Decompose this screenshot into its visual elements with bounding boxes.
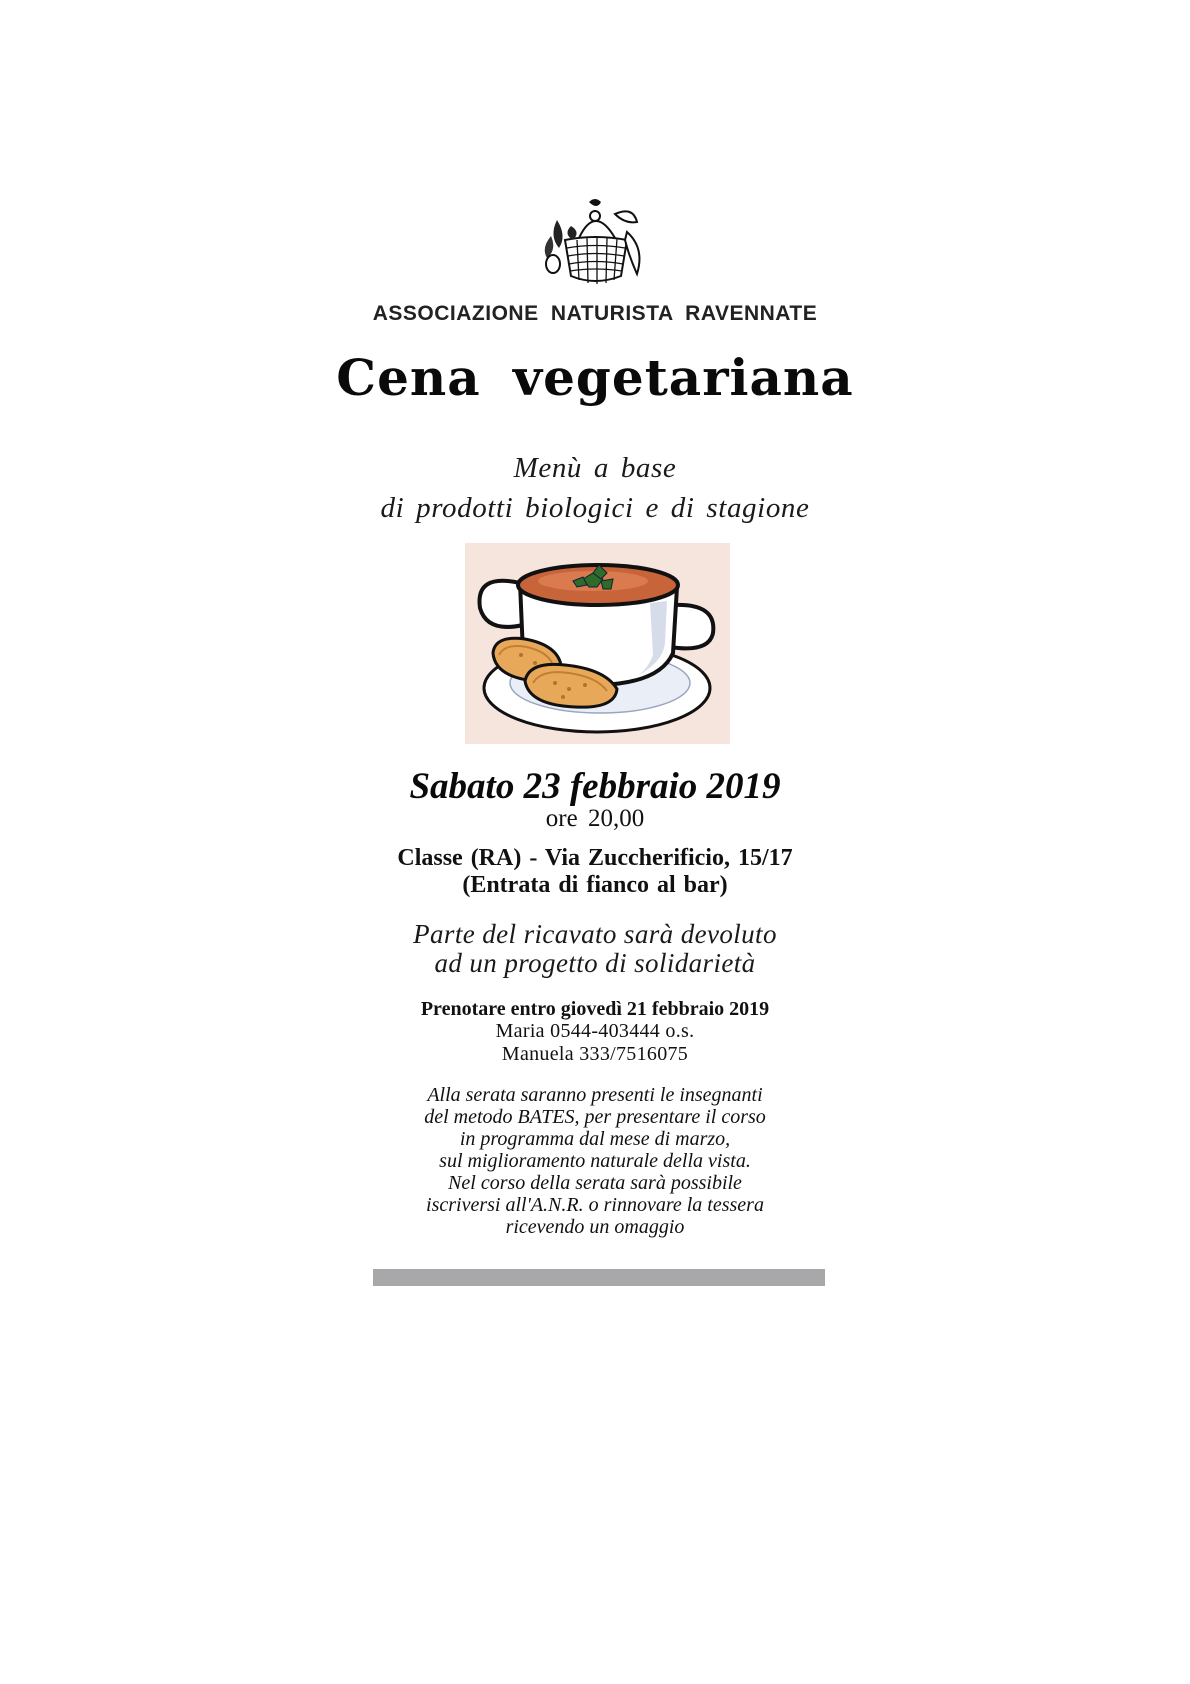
charity-line-2: ad un progetto di solidarietà	[434, 948, 756, 978]
page-title: Cena vegetariana	[336, 348, 854, 407]
divider-bar	[373, 1269, 825, 1286]
event-date: Sabato 23 febbraio 2019	[409, 766, 781, 807]
menu-line-2: di prodotti biologici e di stagione	[380, 492, 810, 524]
soup-bowl-illustration	[465, 543, 730, 744]
menu-line-1: Menù a base	[513, 452, 677, 484]
note-line-7: ricevendo un omaggio	[505, 1216, 685, 1238]
note-line-1: Alla serata saranno presenti le insegnanti	[427, 1084, 763, 1106]
organization-name: ASSOCIAZIONE NATURISTA RAVENNATE	[372, 302, 818, 325]
charity-line-1: Parte del ricavato sarà devoluto	[413, 919, 777, 949]
event-entrance-note: (Entrata di fianco al bar)	[462, 872, 728, 898]
contact-maria: Maria 0544-403444 o.s.	[495, 1020, 695, 1042]
note-line-6: iscriversi all'A.N.R. o rinnovare la tessera	[426, 1194, 764, 1216]
booking-deadline: Prenotare entro giovedì 21 febbraio 2019	[420, 998, 770, 1020]
event-address: Classe (RA) - Via Zuccherificio, 15/17	[397, 845, 793, 871]
note-line-4: sul miglioramento naturale della vista.	[439, 1150, 751, 1172]
vegetable-basket-logo	[537, 196, 653, 296]
contact-manuela: Manuela 333/7516075	[501, 1043, 689, 1065]
note-line-2: del metodo BATES, per presentare il corso	[424, 1106, 766, 1128]
event-time: ore 20,00	[545, 805, 645, 832]
note-line-5: Nel corso della serata sarà possibile	[448, 1172, 742, 1194]
note-line-3: in programma dal mese di marzo,	[459, 1128, 731, 1150]
